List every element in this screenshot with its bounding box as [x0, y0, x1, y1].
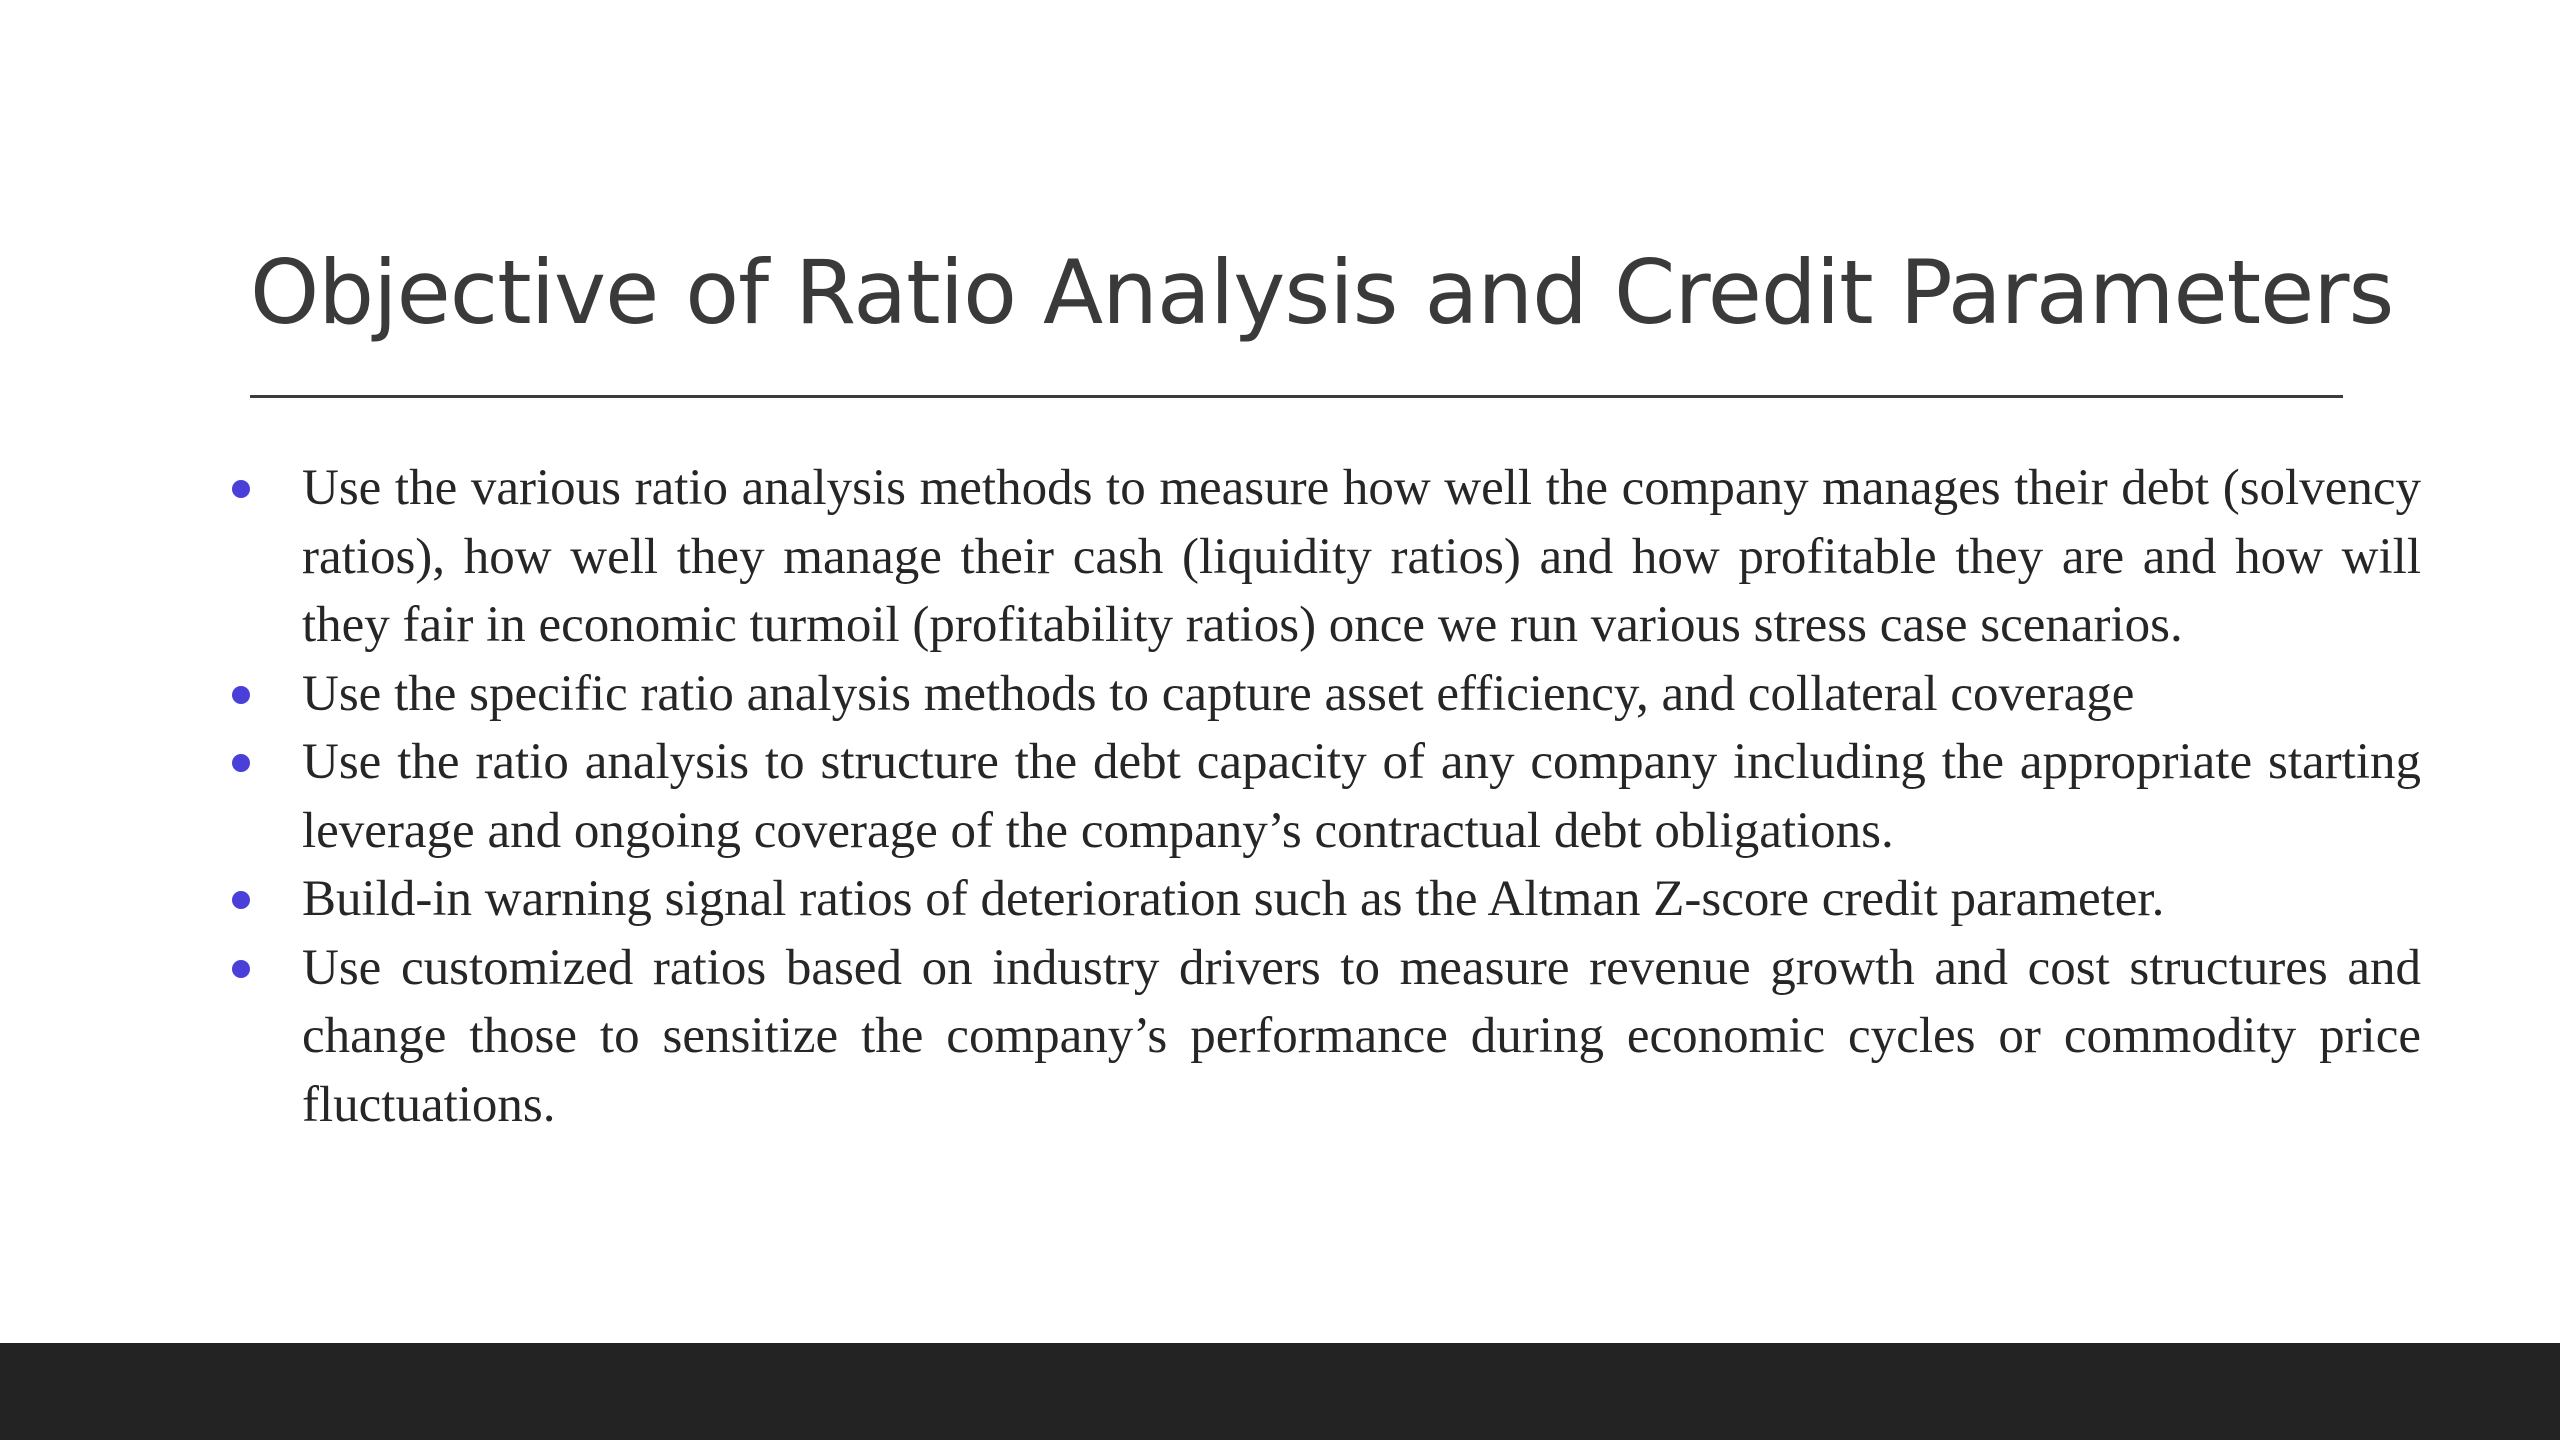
bullet-dot-icon [232, 891, 250, 909]
bullet-text: Use the specific ratio analysis methods to capture asset efficiency, and collateral coverage [302, 665, 2135, 722]
bullet-text: Build-in warning signal ratios of deterioration such as the Altman Z-score credit parameter. [302, 871, 2165, 927]
title-divider [250, 395, 2343, 398]
bullet-list [0, 454, 2560, 1139]
bullet-item [0, 934, 2421, 1140]
bullet-dot-icon [232, 960, 250, 978]
slide-title: Objective of Ratio Analysis and Credit Parameters [250, 241, 2394, 344]
bullet-dot-icon [232, 480, 250, 498]
bullet-dot-icon [232, 754, 250, 772]
bullet-dot-icon [232, 686, 250, 704]
bullet-text: Use the various ratio analysis methods to measure how well the company manages their debt (solvency ratios), how well they manage their cash (liquidity ratios) and how profitable they are and how will they fair in economic turmoil (profitability ratios) once we run various stress case scenarios. [302, 460, 2421, 653]
bullet-item [0, 865, 2421, 934]
bullet-item [0, 660, 2421, 729]
bullet-text: Use customized ratios based on industry drivers to measure revenue growth and cost structures and change those to sensitize the company’s performance during economic cycles or commodity price fluctuations. [302, 939, 2421, 1133]
bullet-item [0, 454, 2421, 660]
bullet-text: Use the ratio analysis to structure the debt capacity of any company including the appropriate starting leverage and ongoing coverage of the company’s contractual debt obligations. [302, 734, 2421, 859]
footer-bar [0, 1343, 2560, 1440]
bullet-item [0, 728, 2421, 865]
